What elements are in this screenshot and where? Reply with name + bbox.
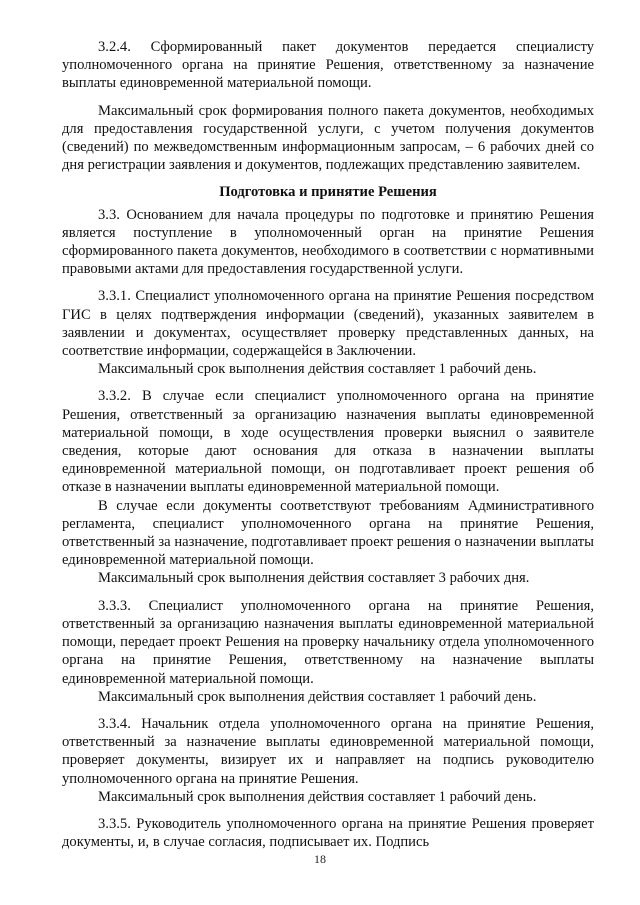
paragraph-max-term-3-3-1: Максимальный срок выполнения действия составляет 1 рабочий день.: [98, 361, 537, 378]
paragraph-max-term-3-3-2: Максимальный срок выполнения действия составляет 3 рабочих дня.: [98, 570, 530, 587]
paragraph-3-3: 3.3. Основанием для начала процедуры по подготовке и принятию Решения является поступление в уполномоченный орган на принятие Решения сформированного пакета документов, необходимого в соответствии с нормативными правовыми актами для предоставления государственной услуги.: [62, 206, 594, 278]
section-heading: Подготовка и принятие Решения: [219, 184, 437, 201]
paragraph-3-3-1: 3.3.1. Специалист уполномоченного органа на принятие Решения посредством ГИС в целях подтверждения информации (сведений), указанных заявителем в заявлении и документах, осуществляет проверку представленных данных, на соответствие информации, содержащейся в Заключении.: [62, 288, 594, 360]
paragraph-max-term-3-3-4: Максимальный срок выполнения действия составляет 1 рабочий день.: [98, 788, 537, 805]
page-number: 18: [314, 852, 326, 866]
paragraph-3-3-2: 3.3.2. В случае если специалист уполномоченного органа на принятие Решения, ответственный за организацию назначения выплаты единовременной материальной помощи, в ходе осуществления проверки выяснил о заявителе сведения, которые дают основания для отказа в назначении выплаты единовременной материальной помощи, он подготавливает проект решения об отказе в назначении выплаты единовременной материальной помощи.: [62, 388, 594, 496]
paragraph-max-term-formation: Максимальный срок формирования полного пакета документов, необходимых для предоставления государственной услуги, с учетом получения документов (сведений) по межведомственным информационным запросам, – 6 рабочих дней со дня регистрации заявления и документов, подлежащих представлению заявителем.: [62, 102, 594, 174]
paragraph-3-3-4: 3.3.4. Начальник отдела уполномоченного органа на принятие Решения, ответственный за назначение выплаты единовременной материальной помощи, проверяет документы, визирует их и направляет на подпись руководителю уполномоченного органа на принятие Решения.: [62, 715, 594, 787]
paragraph-3-3-3: 3.3.3. Специалист уполномоченного органа на принятие Решения, ответственный за организацию назначения выплаты единовременной материальной помощи, передает проект Решения на проверку начальнику отдела уполномоченного органа на принятие Решения, ответственному на назначение выплаты единовременной материальной помощи.: [62, 597, 594, 687]
document-page: [62, 38, 594, 851]
paragraph-max-term-3-3-3: Максимальный срок выполнения действия составляет 1 рабочий день.: [98, 688, 537, 705]
paragraph-3-2-4: 3.2.4. Сформированный пакет документов передается специалисту уполномоченного органа на принятие Решения, ответственному за назначение выплаты единовременной материальной помощи.: [62, 39, 594, 92]
paragraph-3-3-5: 3.3.5. Руководитель уполномоченного органа на принятие Решения проверяет документы, и, в случае согласия, подписывает их. Подпись: [62, 815, 594, 851]
paragraph-3-3-2-continued: В случае если документы соответствуют требованиям Административного регламента, специалист уполномоченного органа на принятие Решения, ответственный за назначение, подготавливает проект решения о назначении выплаты единовременной материальной помощи.: [62, 497, 594, 569]
